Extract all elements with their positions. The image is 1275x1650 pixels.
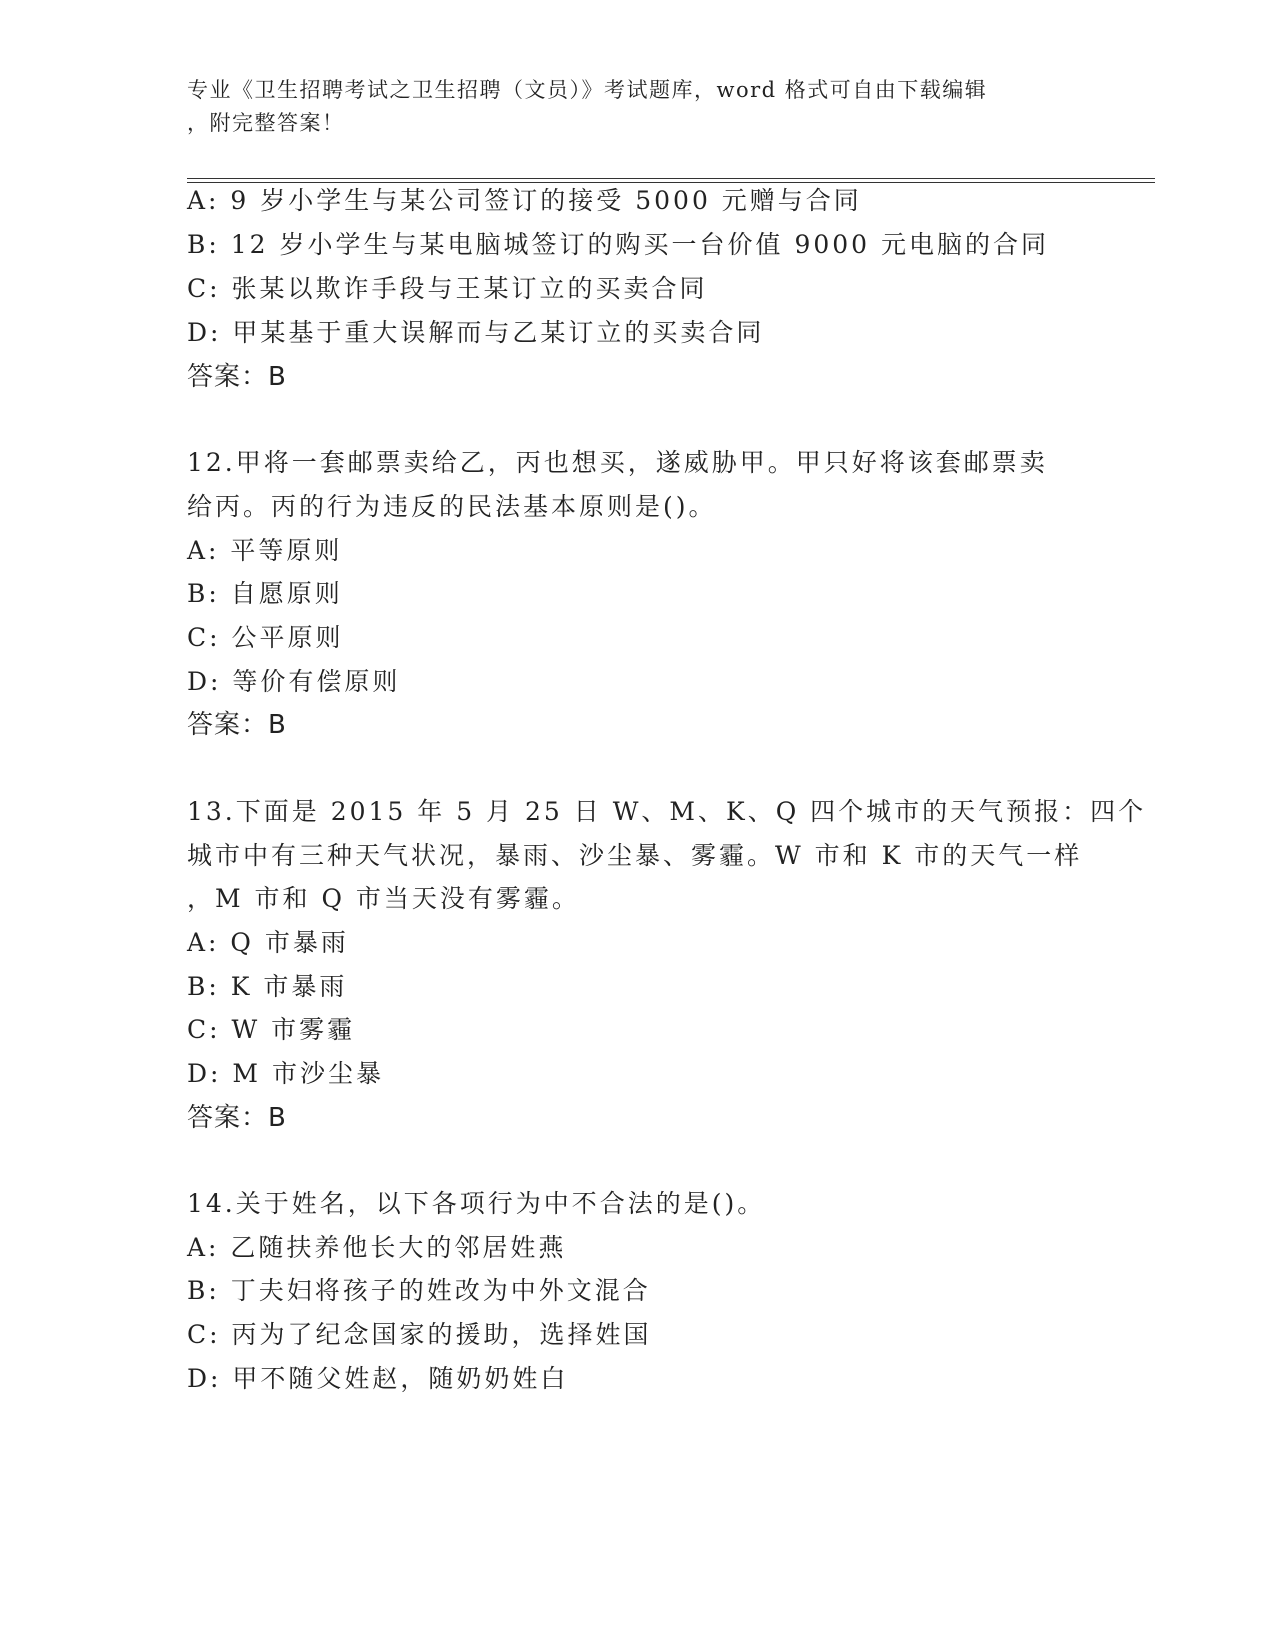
q11-option-d: D: 甲某基于重大误解而与乙某订立的买卖合同 — [187, 318, 765, 347]
q13-stem-line-2: 城市中有三种天气状况，暴雨、沙尘暴、雾霾。W 市和 K 市的天气一样 — [187, 841, 1083, 870]
q12-option-c: C: 公平原则 — [187, 623, 344, 652]
q11-option-a: A: 9 岁小学生与某公司签订的接受 5000 元赠与合同 — [187, 186, 862, 215]
q13-option-b: B: K 市暴雨 — [187, 972, 348, 1001]
q14-stem-line-1: 14.关于姓名，以下各项行为中不合法的是()。 — [187, 1189, 766, 1218]
q14-option-a: A: 乙随扶养他长大的邻居姓燕 — [187, 1233, 567, 1262]
q11-option-c: C: 张某以欺诈手段与王某订立的买卖合同 — [187, 274, 708, 303]
q12-option-b: B: 自愿原则 — [187, 579, 343, 608]
q13-stem-line-1: 13.下面是 2015 年 5 月 25 日 W、M、K、Q 四个城市的天气预报：四个 — [187, 797, 1147, 826]
q13-option-a: A: Q 市暴雨 — [187, 928, 349, 957]
q12-option-d: D: 等价有偿原则 — [187, 667, 401, 696]
q12-answer: 答案：B — [187, 710, 287, 740]
q13-answer: 答案：B — [187, 1103, 287, 1133]
q11-answer: 答案：B — [187, 362, 287, 392]
q13-option-c: C: W 市雾霾 — [187, 1015, 356, 1044]
q14-option-b: B: 丁夫妇将孩子的姓改为中外文混合 — [187, 1276, 651, 1305]
q13-option-d: D: M 市沙尘暴 — [187, 1059, 384, 1088]
q14-option-d: D: 甲不随父姓赵，随奶奶姓白 — [187, 1364, 569, 1393]
q12-option-a: A: 平等原则 — [187, 536, 343, 565]
header-divider-top — [187, 178, 1155, 179]
header-line-1: 专业《卫生招聘考试之卫生招聘（文员）》考试题库，word 格式可自由下载编辑 — [187, 78, 988, 102]
q12-stem-line-2: 给丙。丙的行为违反的民法基本原则是()。 — [187, 492, 717, 521]
q13-stem-line-3: ，M 市和 Q 市当天没有雾霾。 — [187, 884, 580, 913]
q11-option-b: B: 12 岁小学生与某电脑城签订的购买一台价值 9000 元电脑的合同 — [187, 230, 1050, 259]
header-divider-bottom — [187, 182, 1155, 183]
q14-option-c: C: 丙为了纪念国家的援助，选择姓国 — [187, 1320, 652, 1349]
q12-stem-line-1: 12.甲将一套邮票卖给乙，丙也想买，遂威胁甲。甲只好将该套邮票卖 — [187, 448, 1048, 477]
document-header — [187, 74, 1067, 140]
header-line-2: ，附完整答案！ — [187, 111, 345, 135]
